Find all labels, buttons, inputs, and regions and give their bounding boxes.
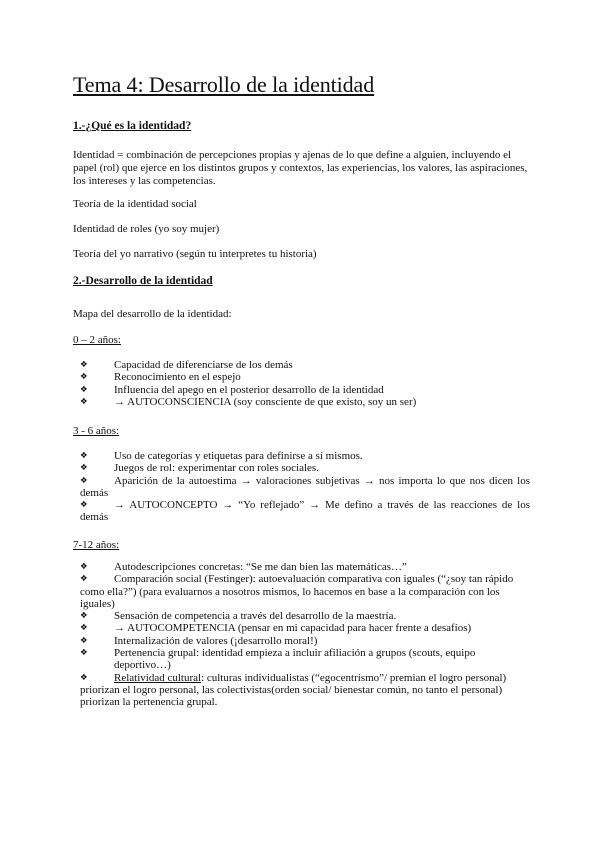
list-item: ❖ Juegos de rol: experimentar con roles sociales. [80, 462, 319, 475]
diamond-bullet-icon: ❖ [80, 451, 88, 461]
diamond-bullet-icon: ❖ [80, 384, 88, 395]
diamond-bullet-icon: ❖ [80, 672, 88, 683]
list-item: ❖ Autodescripciones concretas: “Se me dan bien las matemáticas…” [80, 561, 407, 573]
diamond-bullet-icon: ❖ [80, 360, 88, 370]
list-item: ❖ Pertenencia grupal: identidad empieza a incluir afiliación a grupos (scouts, equipo deportivo…) [80, 647, 476, 672]
section-heading-1: 1.-¿Qué es la identidad? [73, 120, 192, 132]
diamond-bullet-icon: ❖ [80, 372, 88, 383]
list-item: ❖ → AUTOCOMPETENCIA (pensar en mi capacidad para hacer frente a desafíos) [80, 622, 472, 635]
list-item: ❖ → AUTOCONSCIENCIA (soy consciente de que existo, soy un ser) [80, 395, 417, 408]
list-item: ❖ Capacidad de diferenciarse de los demás [80, 359, 293, 371]
stage-label-3-6: 3 - 6 años: [73, 425, 120, 437]
list-item: ❖ Sensación de competencia a través del desarrollo de la maestría. [80, 610, 397, 623]
diamond-bullet-icon: ❖ [80, 611, 88, 622]
theory-role-identity: Identidad de roles (yo soy mujer) [73, 223, 220, 235]
stage-label-7-12: 7-12 años: [73, 539, 120, 551]
section-heading-2: 2.-Desarrollo de la identidad [73, 275, 213, 287]
diamond-bullet-icon: ❖ [80, 574, 88, 585]
map-intro: Mapa del desarrollo de la identidad: [73, 308, 232, 320]
stage-list-0-2 [80, 359, 530, 408]
diamond-bullet-icon: ❖ [80, 635, 88, 646]
stage-list-7-12 [80, 561, 530, 709]
list-item: ❖ Comparación social (Festinger): autoevaluación comparativa con iguales (“¿soy tan rápido como ella?”) (para evaluarnos a nosotros mismos, lo hacemos en base a la comparación con los iguales) [80, 573, 514, 610]
theory-narrative-self: Teoría del yo narrativo (según tu interpretes tu historia) [73, 248, 317, 260]
diamond-bullet-icon: ❖ [80, 475, 88, 486]
stage-label-0-2: 0 – 2 años: [73, 334, 121, 346]
list-item: ❖ Uso de categorías y etiquetas para definirse a sí mismos. [80, 450, 363, 462]
diamond-bullet-icon: ❖ [80, 562, 88, 572]
list-item: ❖ Reconocimiento en el espejo [80, 371, 241, 384]
cultural-relativity-term: Relatividad cultural [114, 671, 202, 684]
list-item: ❖ Internalización de valores (¡desarrollo moral!) [80, 634, 318, 647]
theory-social-identity: Teoría de la identidad social [73, 198, 197, 210]
diamond-bullet-icon: ❖ [80, 396, 88, 407]
diamond-bullet-icon: ❖ [80, 623, 88, 634]
diamond-bullet-icon: ❖ [80, 648, 88, 659]
diamond-bullet-icon: ❖ [80, 500, 88, 511]
list-item: ❖ Influencia del apego en el posterior desarrollo de la identidad [80, 383, 384, 396]
diamond-bullet-icon: ❖ [80, 463, 88, 474]
list-item: ❖ Relatividad cultural: culturas individualistas (“egocentrismo”/ premian el logro personal) priorizan el logro personal, las colectivistas(orden social/ bienestar común, no tanto el personal) priorizan la pertenencia grupal. [80, 671, 507, 709]
list-item: ❖ Aparición de la autoestima → valoraciones subjetivas → nos importa lo que nos dicen los demás [80, 474, 530, 499]
list-item: ❖ → AUTOCONCEPTO → “Yo reflejado” → Me defino a través de las reacciones de los demás [80, 499, 530, 524]
stage-list-3-6 [80, 450, 530, 524]
identity-definition: Identidad = combinación de percepciones propias y ajenas de lo que define a alguien, incluyendo el papel (rol) que ejerce en los distintos grupos y contextos, las experiencias, los valores, las aspiraciones, los intereses y las competencias. [73, 149, 528, 187]
page-title: Tema 4: Desarrollo de la identidad [73, 72, 375, 97]
